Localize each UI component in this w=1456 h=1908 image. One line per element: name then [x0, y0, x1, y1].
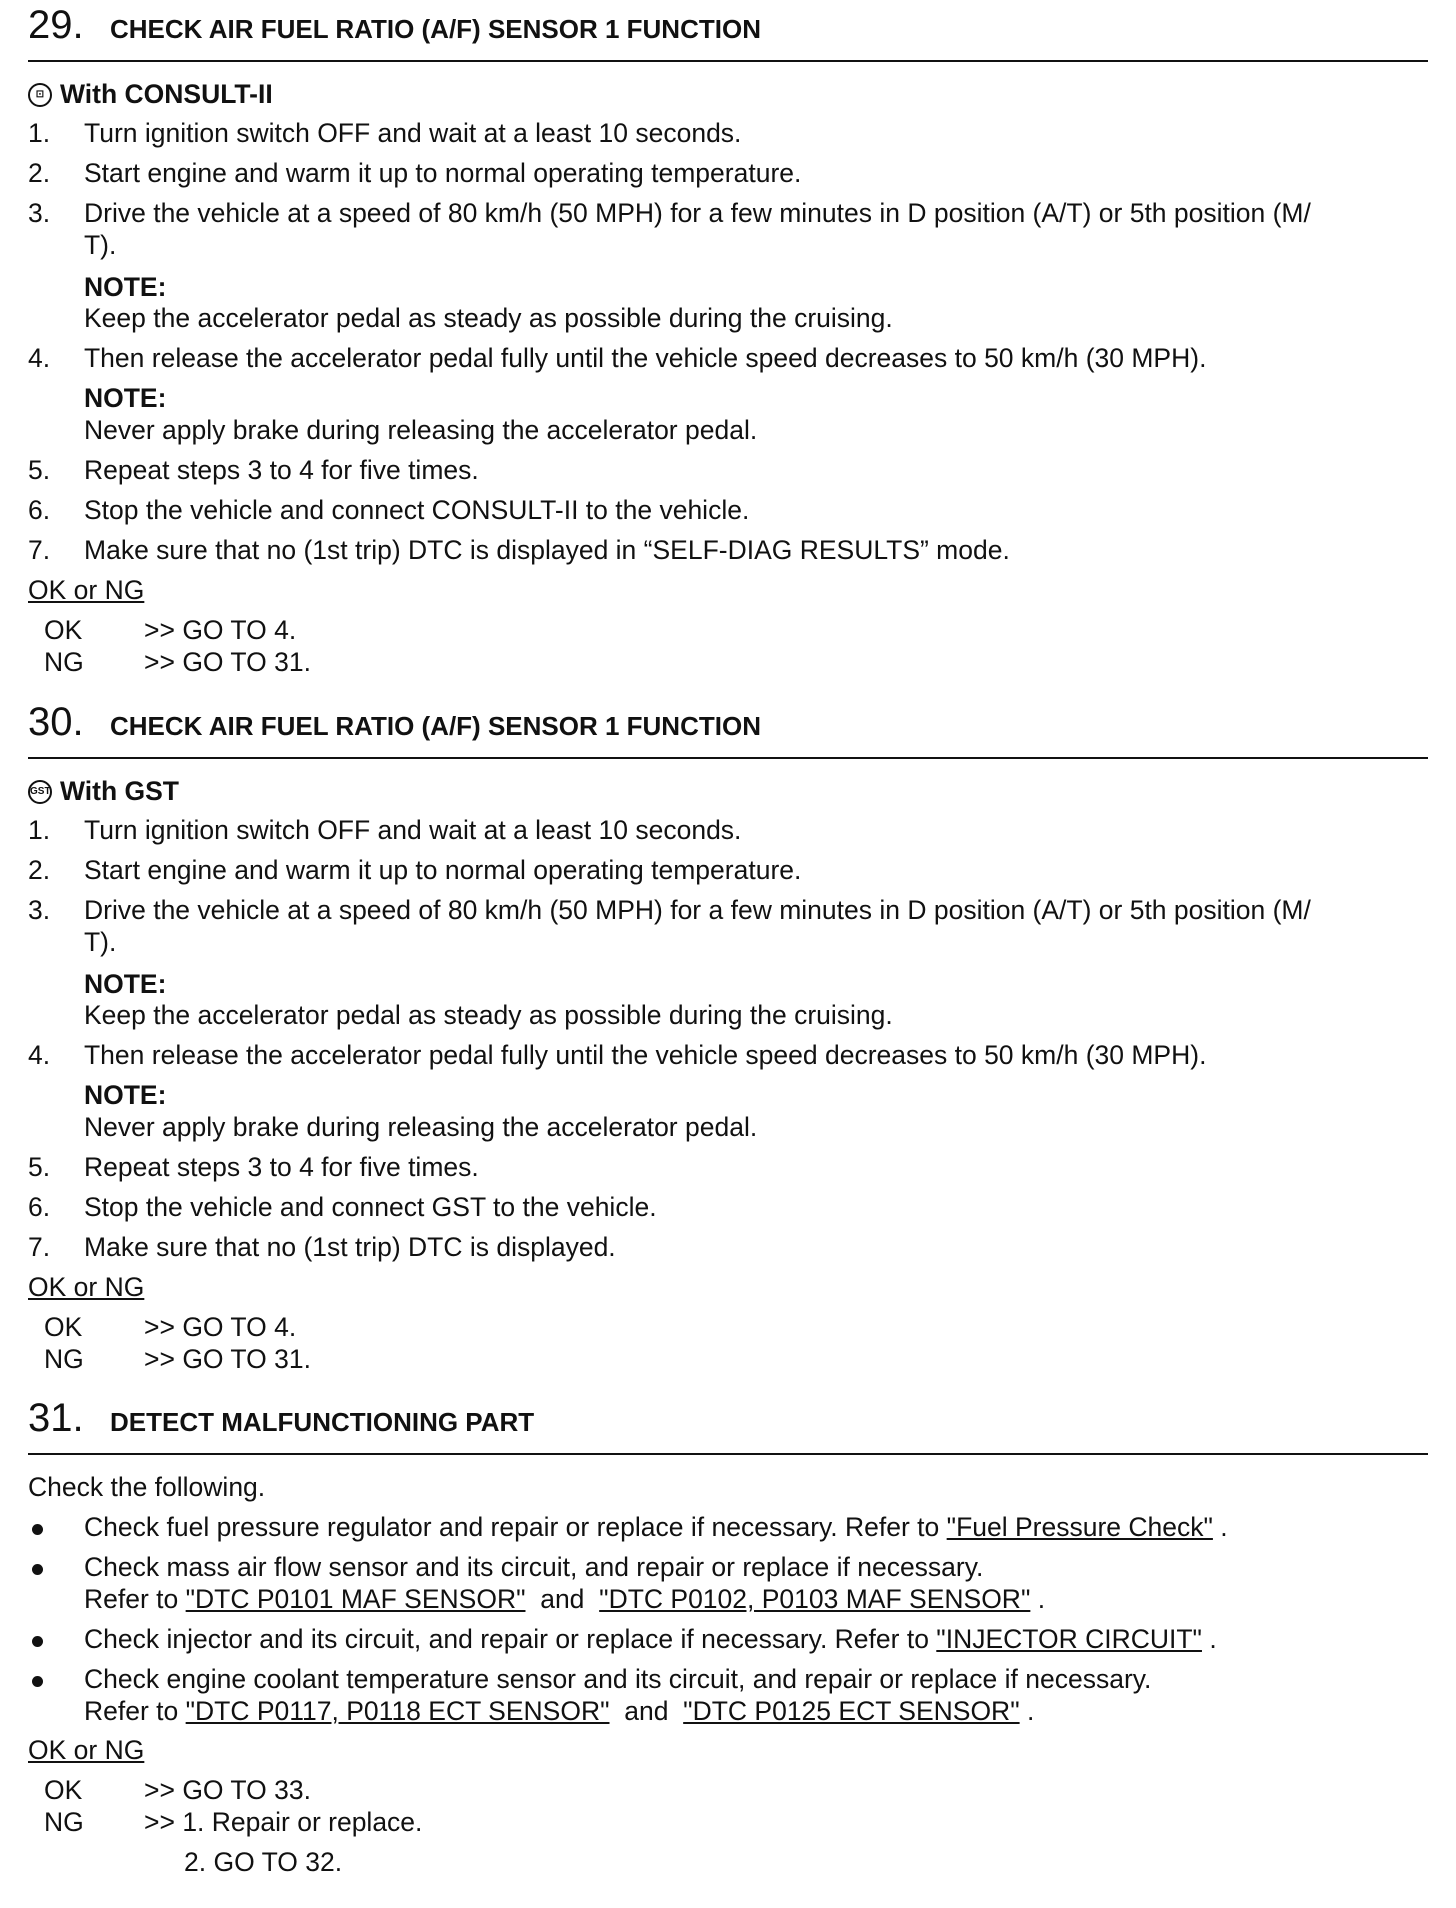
item-text: Then release the accelerator pedal fully until the vehicle speed decreases to 50 km/h (30 MPH). — [84, 343, 1207, 373]
step-title: CHECK AIR FUEL RATIO (A/F) SENSOR 1 FUNCTION — [110, 14, 761, 44]
item-text: Make sure that no (1st trip) DTC is displayed. — [84, 1232, 616, 1262]
step-29-header — [28, 0, 1428, 62]
item-number: 7. — [28, 1232, 51, 1262]
ng-action-cont: 2. GO TO 32. — [184, 1847, 343, 1877]
ok-action: >> GO TO 4. — [144, 1312, 297, 1342]
note-text: Keep the accelerator pedal as steady as possible during the cruising. — [84, 1000, 893, 1030]
step-number: 31. — [28, 1396, 84, 1440]
item-text: Then release the accelerator pedal fully until the vehicle speed decreases to 50 km/h (30 MPH). — [84, 1040, 1207, 1070]
item-text: Repeat steps 3 to 4 for five times. — [84, 455, 479, 485]
item-number: 2. — [28, 855, 51, 885]
item-number: 6. — [28, 495, 51, 525]
ok-action: >> GO TO 4. — [144, 615, 297, 645]
item-number: 1. — [28, 815, 51, 845]
intro-text: Check the following. — [28, 1472, 266, 1502]
item-text: Start engine and warm it up to normal operating temperature. — [84, 855, 802, 885]
item-number: 6. — [28, 1192, 51, 1222]
mode-label-row — [28, 775, 179, 807]
note-text: Keep the accelerator pedal as steady as possible during the cruising. — [84, 303, 893, 333]
item-text: Stop the vehicle and connect GST to the vehicle. — [84, 1192, 657, 1222]
link-injector-circuit[interactable]: "INJECTOR CIRCUIT" — [936, 1624, 1202, 1654]
item-number: 2. — [28, 158, 51, 188]
result-label: OK or NG — [28, 1272, 145, 1302]
bullet-dot — [32, 1524, 43, 1535]
item-number: 4. — [28, 1040, 51, 1070]
bullet-dot — [32, 1564, 43, 1575]
item-text: Turn ignition switch OFF and wait at a least 10 seconds. — [84, 118, 742, 148]
result-label: OK or NG — [28, 575, 145, 605]
item-text: Stop the vehicle and connect CONSULT-II to the vehicle. — [84, 495, 750, 525]
ng-action: >> 1. Repair or replace. — [144, 1807, 423, 1837]
result-label: OK or NG — [28, 1735, 145, 1765]
bullet-item: Check engine coolant temperature sensor and its circuit, and repair or replace if necessary. — [84, 1664, 1152, 1694]
ng-action: >> GO TO 31. — [144, 647, 311, 677]
ng-label: NG — [44, 647, 84, 677]
item-number: 7. — [28, 535, 51, 565]
step-30-header — [28, 697, 1428, 759]
step-title: DETECT MALFUNCTIONING PART — [110, 1407, 535, 1437]
ng-action: >> GO TO 31. — [144, 1344, 311, 1374]
note-text: Never apply brake during releasing the accelerator pedal. — [84, 1112, 758, 1142]
bullet-dot — [32, 1676, 43, 1687]
item-number: 3. — [28, 198, 51, 228]
link-dtc-p0117-p0118[interactable]: "DTC P0117, P0118 ECT SENSOR" — [185, 1696, 610, 1726]
item-number: 4. — [28, 343, 51, 373]
item-number: 5. — [28, 455, 51, 485]
item-text: Drive the vehicle at a speed of 80 km/h (50 MPH) for a few minutes in D position (A/T) or 5th position (M/ — [84, 198, 1311, 228]
bullet-item: Check injector and its circuit, and repair or replace if necessary. Refer to "INJECTOR CIRCUIT" . — [84, 1624, 1217, 1654]
mode-label-row — [28, 78, 273, 110]
bullet-dot — [32, 1636, 43, 1647]
step-number: 29. — [28, 3, 84, 47]
ok-label: OK — [44, 615, 83, 645]
ng-label: NG — [44, 1807, 84, 1837]
bullet-refer: Refer to "DTC P0101 MAF SENSOR" and "DTC P0102, P0103 MAF SENSOR" . — [84, 1584, 1046, 1614]
item-text: Drive the vehicle at a speed of 80 km/h (50 MPH) for a few minutes in D position (A/T) or 5th position (M/ — [84, 895, 1311, 925]
item-text: Repeat steps 3 to 4 for five times. — [84, 1152, 479, 1182]
ok-action: >> GO TO 33. — [144, 1775, 311, 1805]
ok-label: OK — [44, 1312, 83, 1342]
link-dtc-p0125[interactable]: "DTC P0125 ECT SENSOR" — [683, 1696, 1020, 1726]
consult-icon: ⊡ — [28, 83, 52, 107]
item-text: Turn ignition switch OFF and wait at a least 10 seconds. — [84, 815, 742, 845]
bullet-item: Check fuel pressure regulator and repair or replace if necessary. Refer to "Fuel Pressure Check" . — [84, 1512, 1228, 1542]
note-label: NOTE: — [84, 969, 167, 999]
link-fuel-pressure-check[interactable]: "Fuel Pressure Check" — [946, 1512, 1213, 1542]
item-text: Make sure that no (1st trip) DTC is displayed in “SELF-DIAG RESULTS” mode. — [84, 535, 1010, 565]
note-label: NOTE: — [84, 272, 167, 302]
step-number: 30. — [28, 700, 84, 744]
item-number: 1. — [28, 118, 51, 148]
note-text: Never apply brake during releasing the accelerator pedal. — [84, 415, 758, 445]
item-text-cont: T). — [84, 927, 117, 957]
item-number: 3. — [28, 895, 51, 925]
step-title: CHECK AIR FUEL RATIO (A/F) SENSOR 1 FUNCTION — [110, 711, 761, 741]
item-text: Start engine and warm it up to normal operating temperature. — [84, 158, 802, 188]
mode-label: With CONSULT-II — [60, 79, 273, 109]
item-number: 5. — [28, 1152, 51, 1182]
step-31-header — [28, 1393, 1428, 1455]
gst-icon: GST — [28, 780, 52, 804]
link-dtc-p0101[interactable]: "DTC P0101 MAF SENSOR" — [185, 1584, 526, 1614]
item-text-cont: T). — [84, 230, 117, 260]
link-dtc-p0102-p0103[interactable]: "DTC P0102, P0103 MAF SENSOR" — [599, 1584, 1031, 1614]
mode-label: With GST — [60, 776, 179, 806]
ok-label: OK — [44, 1775, 83, 1805]
note-label: NOTE: — [84, 1080, 167, 1110]
bullet-refer: Refer to "DTC P0117, P0118 ECT SENSOR" and "DTC P0125 ECT SENSOR" . — [84, 1696, 1035, 1726]
bullet-item: Check mass air flow sensor and its circuit, and repair or replace if necessary. — [84, 1552, 984, 1582]
note-label: NOTE: — [84, 383, 167, 413]
ng-label: NG — [44, 1344, 84, 1374]
